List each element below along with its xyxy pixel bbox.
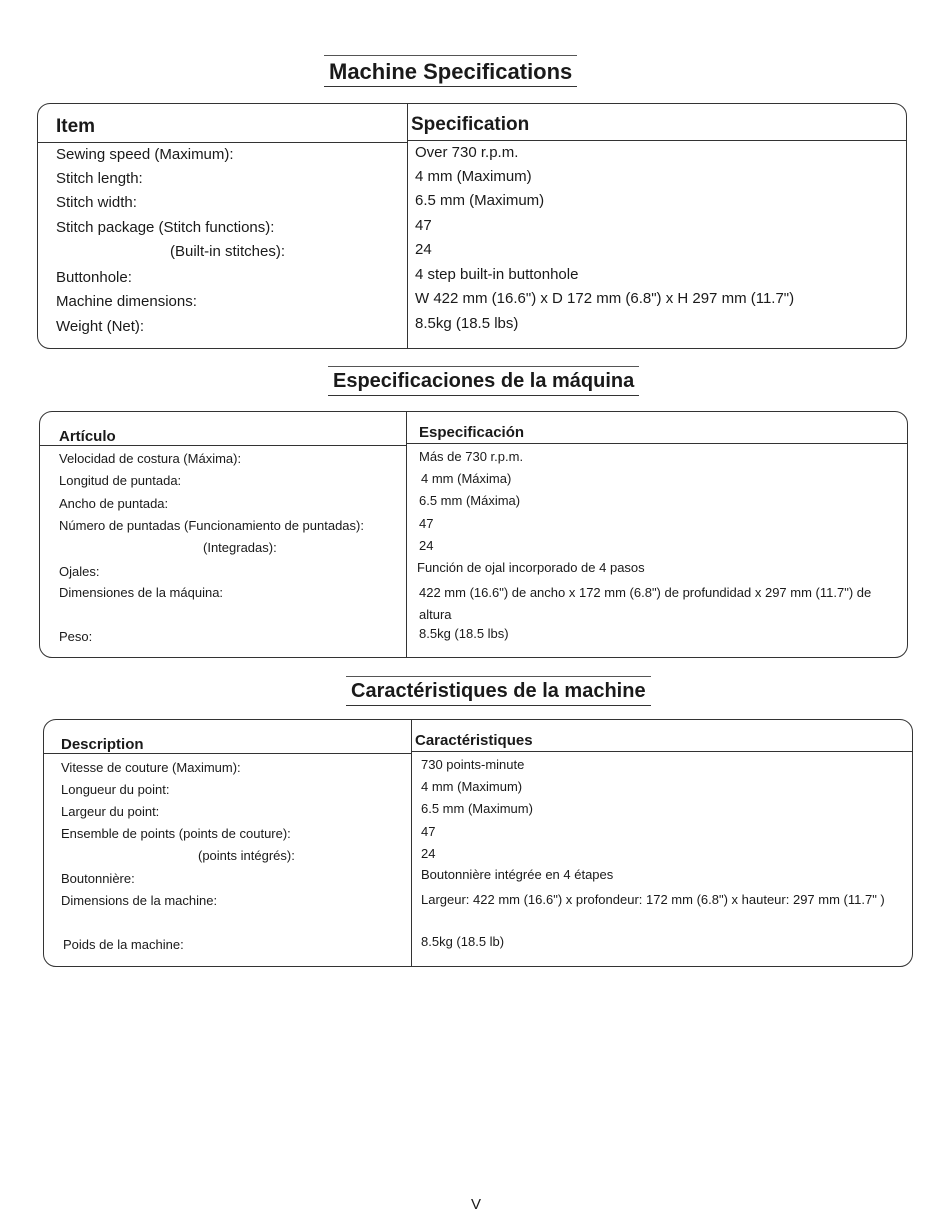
row-spec-value: 6.5 mm (Maximum) (415, 192, 545, 209)
row-item-label: Stitch width: (56, 194, 137, 211)
row-spec-value: 47 (419, 516, 434, 531)
row-spec-value: 47 (415, 217, 432, 234)
column-header-specification: Especificación (419, 424, 525, 441)
row-item-label: Poids de la machine: (63, 937, 184, 952)
header-underline (406, 443, 907, 444)
column-divider (406, 412, 407, 657)
header-underline (44, 753, 411, 754)
row-spec-value: 4 mm (Maximum) (415, 168, 532, 185)
column-header-item: Description (61, 736, 144, 753)
row-spec-value: Boutonnière intégrée en 4 étapes (421, 867, 614, 882)
row-spec-value: 422 mm (16.6") de ancho x 172 mm (6.8") de profundidad x 297 mm (11.7") de altura (419, 585, 872, 622)
page-number: V (471, 1196, 482, 1213)
row-spec-value: 8.5kg (18.5 lbs) (415, 315, 519, 332)
row-item-label: Longitud de puntada: (59, 473, 182, 488)
row-spec-value: 47 (421, 824, 436, 839)
section-title-english: Machine Specifications (324, 55, 577, 87)
row-item-label: Ensemble de points (points de couture): (61, 826, 291, 841)
header-underline (411, 751, 912, 752)
column-header-item: Artículo (59, 428, 116, 445)
row-item-label: Número de puntadas (Funcionamiento de puntadas): (59, 518, 364, 533)
column-header-specification: Caractéristiques (415, 732, 533, 749)
row-spec-value: 730 points-minute (421, 757, 525, 772)
row-spec-value: 6.5 mm (Máxima) (419, 493, 521, 508)
row-item-label: Longueur du point: (61, 782, 170, 797)
row-item-label: Vitesse de couture (Maximum): (61, 760, 241, 775)
row-item-label: (Integradas): (203, 540, 277, 555)
row-item-label: Ancho de puntada: (59, 496, 169, 511)
spec-table-french (43, 719, 913, 967)
row-item-label: Peso: (59, 629, 93, 644)
header-underline (40, 445, 406, 446)
column-header-item: Item (56, 116, 96, 137)
row-spec-value: 24 (421, 846, 436, 861)
row-spec-value: Más de 730 r.p.m. (419, 449, 524, 464)
row-item-label: Weight (Net): (56, 318, 145, 335)
row-spec-value: Largeur: 422 mm (16.6") x profondeur: 172 mm (6.8") x hauteur: 297 mm (11.7" ) (421, 892, 885, 907)
row-spec-value: 8.5kg (18.5 lb) (421, 934, 505, 949)
row-item-label: Ojales: (59, 564, 100, 579)
row-spec-value: Over 730 r.p.m. (415, 144, 519, 161)
column-header-specification: Specification (411, 114, 530, 135)
header-underline (38, 142, 407, 143)
row-item-label: (points intégrés): (198, 848, 295, 863)
row-item-label: Largeur du point: (61, 804, 160, 819)
row-item-label: Machine dimensions: (56, 293, 197, 310)
row-spec-value: 4 mm (Maximum) (421, 779, 523, 794)
row-item-label: Buttonhole: (56, 269, 132, 286)
column-divider (411, 720, 412, 966)
row-spec-value: 4 mm (Máxima) (421, 471, 512, 486)
row-spec-value: 4 step built-in buttonhole (415, 266, 579, 283)
section-title-spanish: Especificaciones de la máquina (328, 366, 639, 396)
row-item-label: Sewing speed (Maximum): (56, 146, 234, 163)
row-item-label: Dimensiones de la máquina: (59, 585, 224, 600)
row-spec-value: W 422 mm (16.6") x D 172 mm (6.8") x H 297 mm (11.7") (415, 290, 795, 307)
row-item-label: (Built-in stitches): (170, 243, 286, 260)
header-underline (407, 140, 906, 141)
row-item-label: Dimensions de la machine: (61, 893, 218, 908)
section-title-french: Caractéristiques de la machine (346, 676, 651, 706)
row-item-label: Stitch length: (56, 170, 143, 187)
row-item-label: Boutonnière: (61, 871, 135, 886)
row-spec-value: 24 (419, 538, 434, 553)
row-item-label: Stitch package (Stitch functions): (56, 219, 275, 236)
row-spec-value: Función de ojal incorporado de 4 pasos (417, 560, 645, 575)
row-spec-value: 24 (415, 241, 432, 258)
row-spec-value: 6.5 mm (Maximum) (421, 801, 533, 816)
row-spec-value: 8.5kg (18.5 lbs) (419, 626, 509, 641)
spec-table-english (37, 103, 907, 349)
row-item-label: Velocidad de costura (Máxima): (59, 451, 242, 466)
spec-table-spanish (39, 411, 908, 658)
